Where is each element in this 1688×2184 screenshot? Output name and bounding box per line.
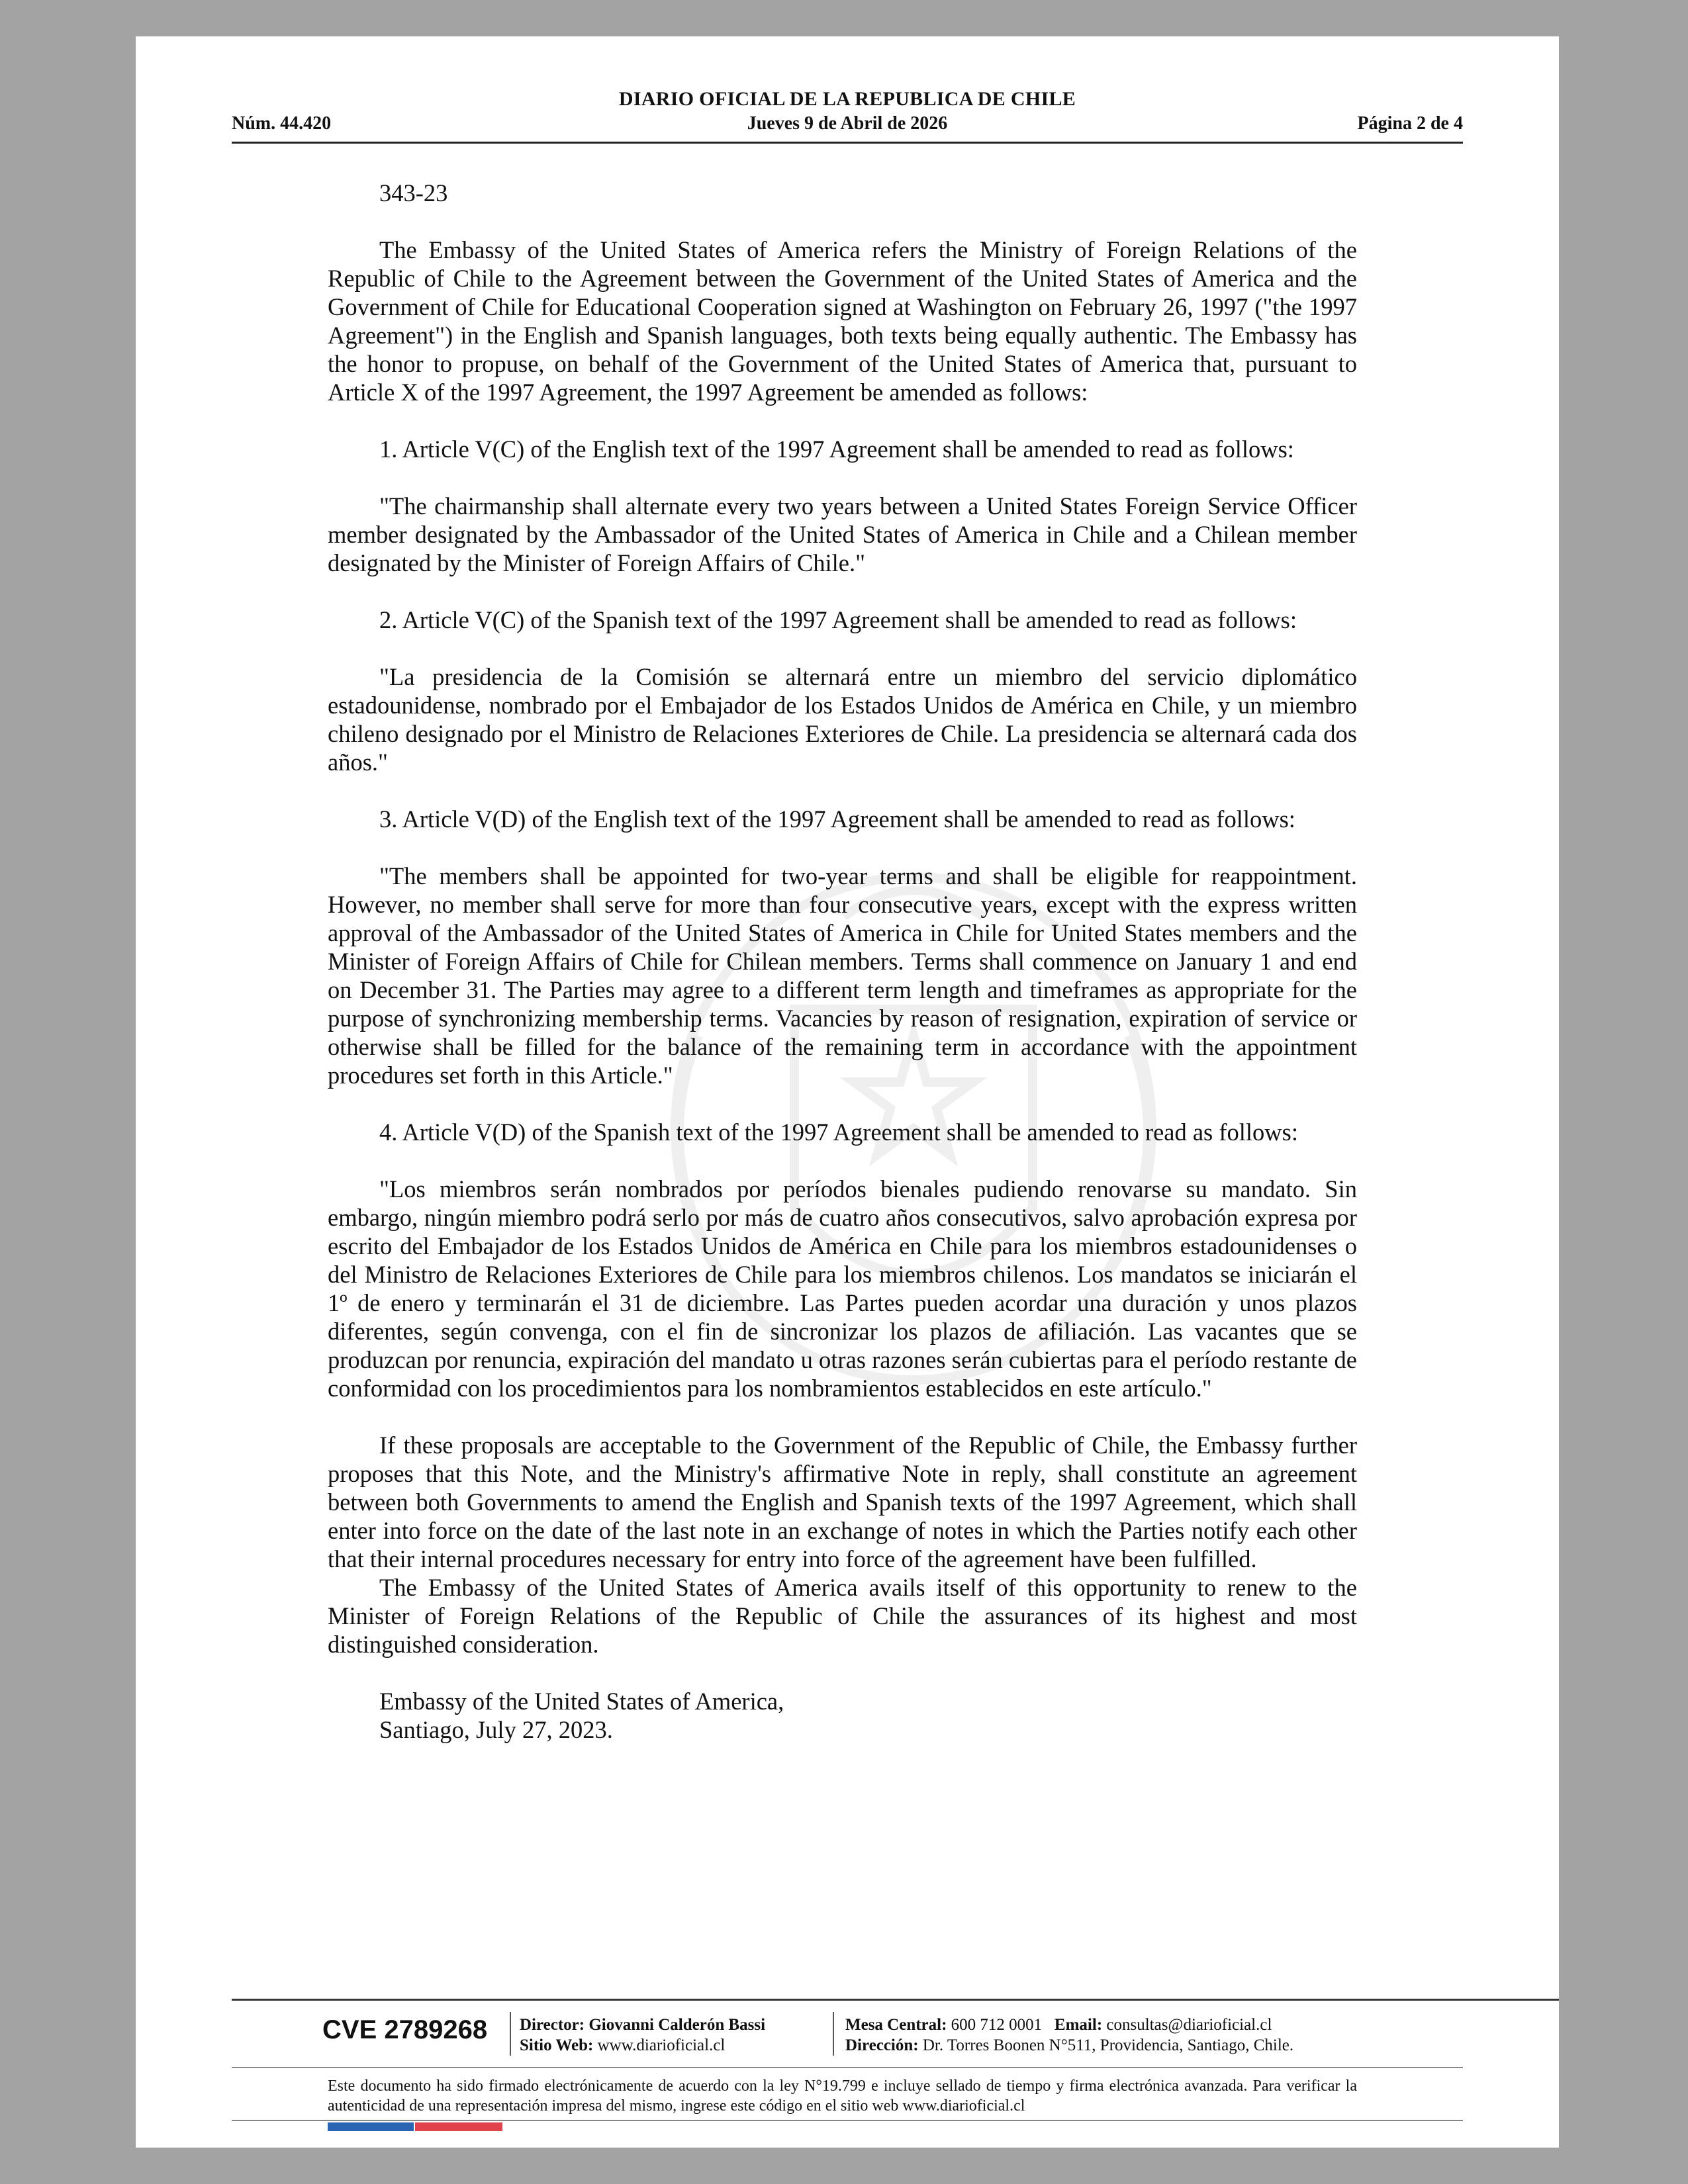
signature-line-1: Embassy of the United States of America, [379,1688,784,1715]
email-label: Email: [1054,2016,1103,2034]
paragraph-item-1: 1. Article V(C) of the English text of the 1997 Agreement shall be amended to read as follows: [379,435,1294,463]
page-indicator: Página 2 de 4 [1357,113,1463,134]
publication-title: DIARIO OFICIAL DE LA REPUBLICA DE CHILE [618,88,1076,110]
paragraph-item-3: 3. Article V(D) of the English text of the 1997 Agreement shall be amended to read as follows: [379,805,1295,833]
footer-separator [510,2012,511,2056]
paragraph-quote-3: "The members shall be appointed for two-year terms and shall be eligible for reappointment. However, no member shall serve for more than four consecutive years, except with the express written approval of the Ambassador of the United States of America in Chile for United States members and the Minister of Foreign Affairs of Chile for Chilean members. Terms shall commence on January 1 and end on December 31. The Parties may agree to a different term length and timeframes as appropriate for the purpose of synchronizing membership terms. Vacancies by reason of resignation, expiration of service or otherwise shall be filled for the balance of the remaining term in accordance with the appointment procedures set forth in this Article." [328,862,1357,1089]
email-link[interactable]: consultas@diarioficial.cl [1106,2016,1272,2034]
document-body [328,179,1357,1744]
phone-value: 600 712 0001 [951,2016,1043,2034]
paragraph-item-2: 2. Article V(C) of the Spanish text of the 1997 Agreement shall be amended to read as follows: [379,606,1297,633]
signature-line-2: Santiago, July 27, 2023. [379,1716,613,1743]
site-label: Sitio Web: [520,2036,594,2054]
footer-contacts-left [520,2015,765,2056]
issue-number: Núm. 44.420 [232,113,332,134]
paragraph-proposal: If these proposals are acceptable to the Government of the Republic of Chile, the Embassy further proposes that this Note, and the Ministry's affirmative Note in reply, shall constitute an agreement between both Governments to amend the English and Spanish texts of the 1997 Agreement, which shall enter into force on the date of the last note in an exchange of notes in which the Parties notify each other that their internal procedures necessary for entry into force of the agreement have been fulfilled. [328,1432,1357,1572]
paragraph-intro: The Embassy of the United States of America refers the Ministry of Foreign Relations of the Republic of Chile to the Agreement between the Government of the United States of America and the Government of Chile for Educational Cooperation signed at Washington on February 26, 1997 ("the 1997 Agreement") in the English and Spanish languages, both texts being equally authentic. The Embassy has the honor to propuse, on behalf of the Government of the United States of America that, pursuant to Article X of the 1997 Agreement, the 1997 Agreement be amended as follows: [328,236,1357,406]
paragraph-quote-1: "The chairmanship shall alternate every two years between a United States Foreign Service Officer member designated by the Ambassador of the United States of America in Chile and a Chilean member designated by the Minister of Foreign Affairs of Chile." [328,492,1357,576]
paragraph-item-4: 4. Article V(D) of the Spanish text of the 1997 Agreement shall be amended to read as follows: [379,1118,1299,1146]
issue-date: Jueves 9 de Abril de 2026 [747,113,948,134]
paragraph-quote-2: "La presidencia de la Comisión se alternará entre un miembro del servicio diplomático estadounidense, nombrado por el Embajador de los Estados Unidos de América en Chile, y un miembro chileno designado por el Ministro de Relaciones Exteriores de Chile. La presidencia se alternará cada dos años." [328,663,1357,776]
signature-notice: Este documento ha sido firmado electrónicamente de acuerdo con la ley N°19.799 e incluye sellado de tiempo y firma electrónica avanzada. Para verificar la autenticidad de una representación impresa del mismo, ingrese este código en el sitio web www.diarioficial.cl [328,2077,1357,2115]
footer-divider-bottom [232,2120,1463,2121]
flag-stripe-blue [328,2122,414,2131]
flag-stripe-red [415,2122,502,2131]
footer-separator [833,2012,834,2056]
director-label: Director: [520,2016,585,2034]
address-label: Dirección: [845,2036,919,2054]
site-link[interactable]: www.diarioficial.cl [597,2036,726,2054]
footer-divider-middle [232,2067,1463,2068]
address-value: Dr. Torres Boonen N°511, Providencia, Santiago, Chile. [922,2036,1294,2054]
phone-label: Mesa Central: [845,2016,947,2034]
paragraph-closing: The Embassy of the United States of America avails itself of this opportunity to renew to the Minister of Foreign Relations of the Republic of Chile the assurances of its highest and most distinguished consideration. [328,1574,1357,1658]
cve-code: CVE 2789268 [322,2015,488,2044]
director-name: Giovanni Calderón Bassi [588,2016,766,2034]
document-page [136,36,1559,2148]
reference-number: 343-23 [379,179,448,206]
header-divider [232,142,1463,144]
footer-contacts-right [845,2015,1293,2056]
paragraph-quote-4: "Los miembros serán nombrados por períodos bienales pudiendo renovarse su mandato. Sin embargo, ningún miembro podrá serlo por más de cuatro años consecutivos, salvo aprobación expresa por escrito del Embajador de los Estados Unidos de América en Chile para los miembros estadounidenses o del Ministro de Relaciones Exteriores de Chile para los miembros chilenos. Los mandatos se iniciarán el 1º de enero y terminarán el 31 de diciembre. Las Partes pueden acordar una duración y unos plazos diferentes, según convenga, con el fin de sincronizar los plazos de afiliación. Las vacantes que se produzcan por renuncia, expiración del mandato u otras razones serán cubiertas para el período restante de conformidad con los procedimientos para los nombramientos establecidos en este artículo." [328,1175,1357,1402]
footer-divider-top [232,1999,1559,2001]
